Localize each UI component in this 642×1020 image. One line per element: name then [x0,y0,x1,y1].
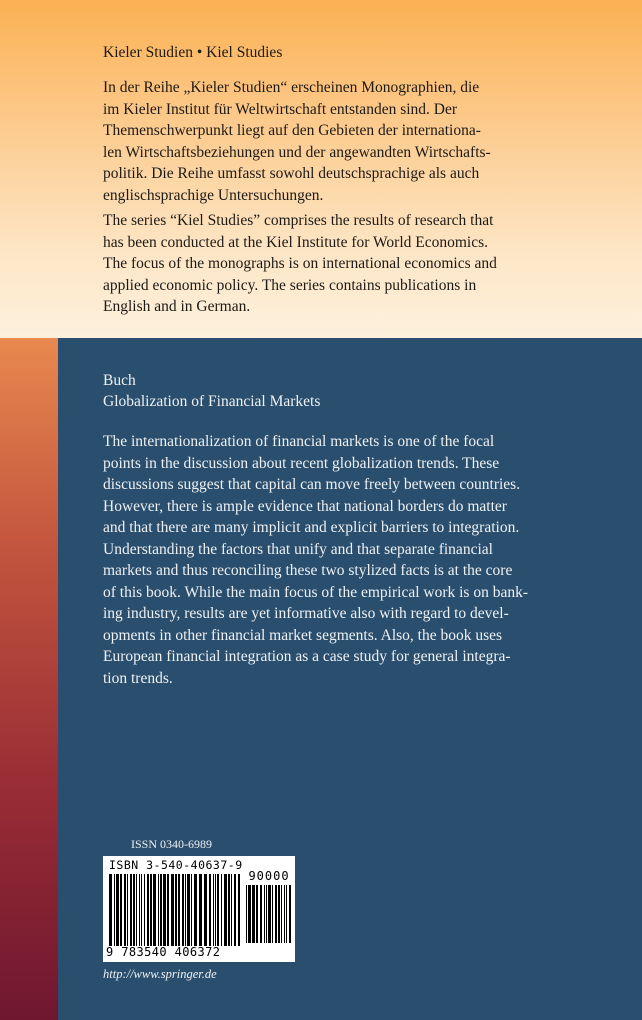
blurb-line: tion trends. [103,669,173,687]
isbn-label: ISBN 3-540-40637-9 [109,858,243,872]
barcode-bar [275,885,277,943]
blurb-line: discussions suggest that capital can move freely between countries. [103,476,521,493]
barcode-bar [194,874,197,946]
barcode-bar [284,885,285,943]
english-line: applied economic policy. The series contains publications in [103,276,477,294]
book-title: Globalization of Financial Markets [103,393,321,410]
barcode-bar [124,874,126,946]
issn-label: ISSN 0340-6989 [131,837,213,851]
english-line: has been conducted at the Kiel Institute for World Economics. [103,233,488,251]
barcode-bar [127,874,128,946]
barcode-bar [286,885,287,943]
barcode-bar [213,874,214,946]
barcode-bar [209,874,211,946]
barcode-bar [199,874,202,946]
english-line: English and in German. [103,298,251,315]
blurb-line: ing industry, results are yet informative also with regard to devel- [103,605,509,622]
barcode-bar [158,874,159,946]
barcode-bar [167,874,169,946]
barcode-bar [246,885,247,943]
barcode-bar [217,874,219,946]
publisher-url: http://www.springer.de [103,967,217,981]
barcode-bar [136,874,137,946]
barcode-bar [221,874,222,946]
barcode-bar [120,874,122,946]
blurb-line: However, there is ample evidence that national borders do matter [103,497,507,515]
blurb-line: European financial integration as a case study for general integra- [103,648,511,665]
german-line: In der Reihe „Kieler Studien“ erscheinen Monographien, die [103,79,480,96]
barcode-bar [228,874,230,946]
blurb-line: Understanding the factors that unify and that separate financial [103,540,493,558]
blurb-line: points in the discussion about recent globalization trends. These [103,454,500,472]
barcode-bar [289,885,291,943]
ean-digits: 9 783540 406372 [106,945,221,959]
barcode-bar [114,874,115,946]
blurb-line: opments in other financial market segments. Also, the book uses [103,626,503,644]
barcode-bar [150,874,152,946]
barcode-bar [278,885,280,943]
barcode-bar [139,874,140,946]
english-line: The focus of the monographs is on international economics and [103,255,497,272]
barcode-bar [268,885,271,943]
barcode-bar [153,874,156,946]
barcode-bar [178,874,180,946]
barcode-bar [109,874,112,946]
barcode-bar [238,874,240,946]
barcode-bar [260,885,262,943]
english-line: The series “Kiel Studies” comprises the results of research that [103,212,494,229]
barcode-bar [215,874,216,946]
german-line: Themenschwerpunkt liegt auf den Gebieten der internationa- [103,122,481,139]
series-description-german [103,77,491,206]
barcode-bar [272,885,273,943]
addon-barcode [245,885,293,943]
barcode-bar [116,874,119,946]
barcode-bar [234,874,236,946]
barcode-bar [182,874,184,946]
blurb-line: of this book. While the main focus of the empirical work is on bank- [103,583,529,601]
german-line: politik. Die Reihe umfasst sowohl deutschsprachige als auch [103,165,480,182]
barcode-bar [171,874,174,946]
barcode-bar [147,874,149,946]
barcode-bar [141,874,142,946]
series-title: Kieler Studien • Kiel Studies [103,44,283,61]
ean-barcode [108,874,242,946]
german-line: im Kieler Institut für Weltwirtschaft entstanden sind. Der [103,100,458,118]
price-addon-digits: 90000 [248,869,290,883]
barcode-bar [175,874,177,946]
book-blurb [103,431,528,689]
barcode-bar [130,874,132,946]
german-line: englischsprachige Untersuchungen. [103,186,324,204]
german-line: len Wirtschaftsbeziehungen und der angewandten Wirtschafts- [103,143,491,161]
series-description-english [103,210,497,318]
barcode-bar [144,874,145,946]
barcode-bar [187,874,190,946]
barcode-bar [266,885,267,943]
barcode-bar [191,874,192,946]
barcode-bar [281,885,282,943]
barcode-bar [133,874,135,946]
barcode-bar [252,885,255,943]
blurb-line: and that there are many implicit and explicit barriers to integration. [103,519,520,536]
barcode-bar [256,885,258,943]
barcode-bar [264,885,265,943]
barcode-bar [231,874,232,946]
barcode-bar [248,885,251,943]
blurb-line: The internationalization of financial markets is one of the focal [103,433,495,450]
barcode-bar [163,874,166,946]
left-gradient-strip [0,338,58,1020]
blurb-line: markets and thus reconciling these two stylized facts is at the core [103,562,513,579]
barcode-bar [204,874,207,946]
book-author: Buch [103,372,136,389]
barcode-bar [224,874,227,946]
barcode-bar [185,874,186,946]
barcode-bar [160,874,162,946]
